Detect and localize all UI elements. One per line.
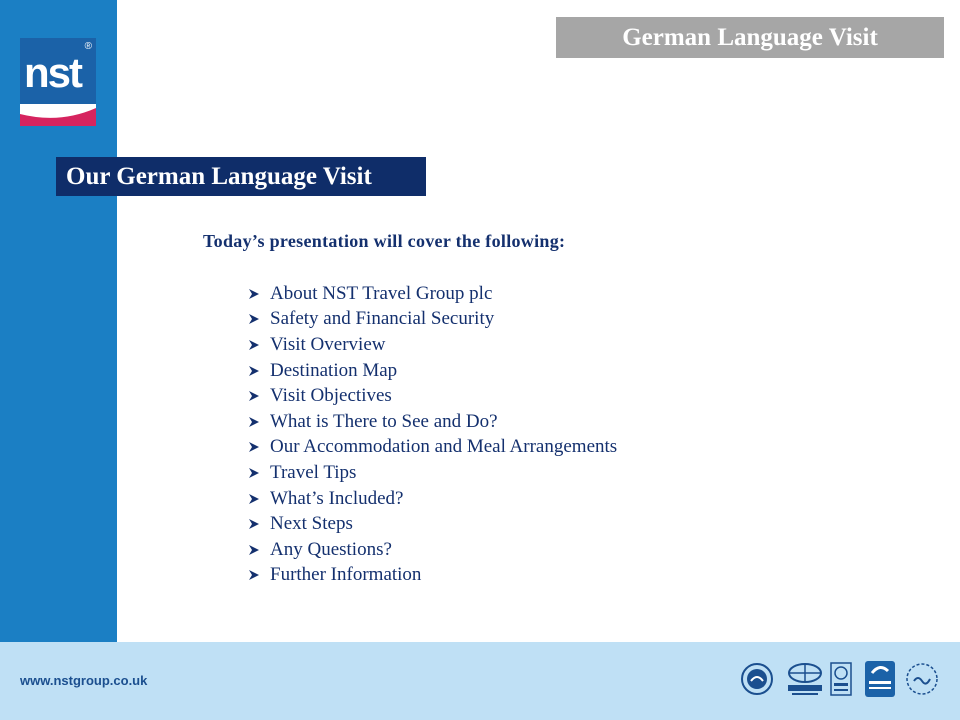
arrow-bullet-icon [248, 288, 260, 300]
abta-logo-icon [830, 658, 852, 700]
stf-logo-icon [904, 658, 940, 700]
list-item [248, 486, 617, 512]
list-item-label: Visit Objectives [270, 385, 392, 407]
agenda-list [248, 281, 617, 588]
arrow-bullet-icon [248, 569, 260, 581]
registered-mark: ® [84, 41, 92, 52]
list-item-label: Safety and Financial Security [270, 308, 495, 330]
list-item-label: Further Information [270, 564, 422, 586]
arrow-bullet-icon [248, 365, 260, 377]
accreditation-seal-icon [740, 658, 774, 700]
top-banner: German Language Visit [556, 17, 944, 58]
arrow-bullet-icon [248, 339, 260, 351]
list-item-label: Destination Map [270, 359, 398, 381]
list-item [248, 435, 617, 461]
list-item-label: Next Steps [270, 513, 353, 535]
list-item [248, 537, 617, 563]
arrow-bullet-icon [248, 416, 260, 428]
list-item [248, 307, 617, 333]
list-item [248, 383, 617, 409]
list-item [248, 460, 617, 486]
list-item-label: Our Accommodation and Meal Arrangements [270, 436, 618, 458]
logo-swoosh-icon [20, 104, 96, 126]
list-item-label: What’s Included? [270, 487, 404, 509]
list-item [248, 511, 617, 537]
arrow-bullet-icon [248, 313, 260, 325]
logo-text: nst [24, 49, 81, 96]
list-item-label: What is There to See and Do? [270, 410, 498, 432]
safety-management-logo-icon [864, 658, 896, 700]
list-item [248, 358, 617, 384]
list-item [248, 563, 617, 589]
arrow-bullet-icon [248, 493, 260, 505]
intro-text: Today’s presentation will cover the following: [203, 231, 566, 251]
iata-logo-icon [782, 658, 828, 700]
website-url: www.nstgroup.co.uk [20, 673, 148, 688]
arrow-bullet-icon [248, 518, 260, 530]
arrow-bullet-icon [248, 441, 260, 453]
arrow-bullet-icon [248, 467, 260, 479]
footer [0, 642, 960, 720]
list-item-label: Any Questions? [270, 538, 392, 560]
list-item [248, 409, 617, 435]
slide-title: Our German Language Visit [56, 157, 426, 196]
arrow-bullet-icon [248, 390, 260, 402]
list-item-label: About NST Travel Group plc [270, 282, 493, 304]
arrow-bullet-icon [248, 544, 260, 556]
list-item-label: Visit Overview [270, 333, 386, 355]
nst-logo [20, 38, 96, 126]
list-item [248, 281, 617, 307]
list-item [248, 332, 617, 358]
list-item-label: Travel Tips [270, 461, 357, 483]
